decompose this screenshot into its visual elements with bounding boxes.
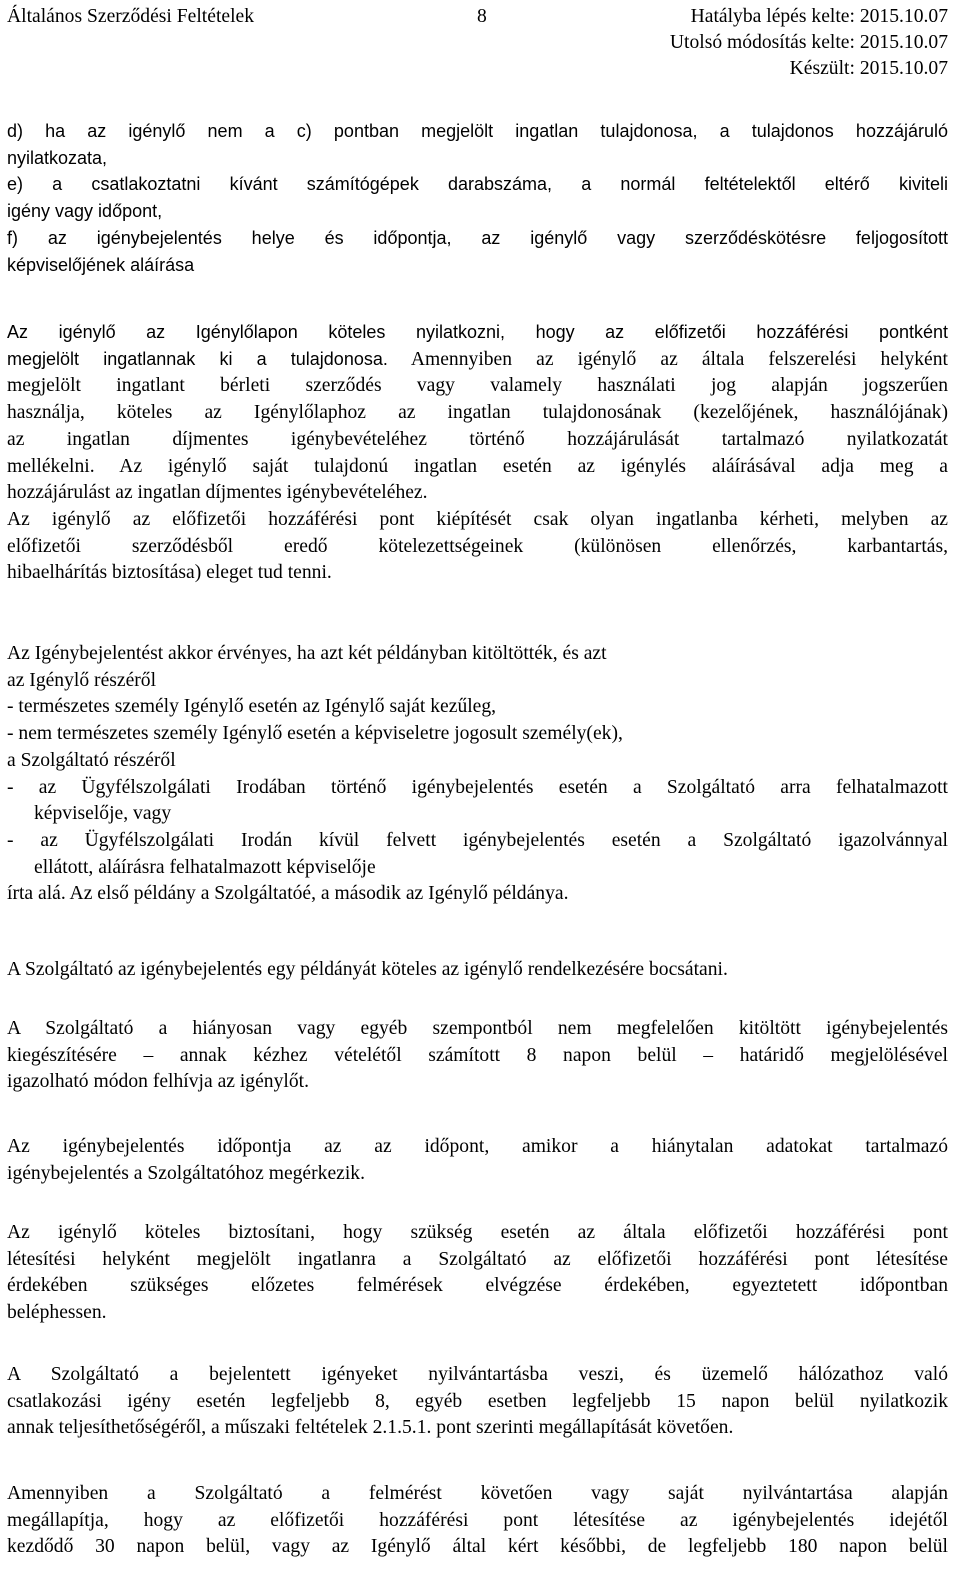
- paragraph-line: kezdődő 30 napon belül, vagy az Igénylő által kért későbbi, de legfeljebb 180 napon belül: [7, 1536, 948, 1558]
- list-item-f: f) az igénybejelentés helye és időpontja, az igénylő vagy szerződéskötésre feljogosított: [7, 227, 948, 248]
- list-item-e: e) a csatlakoztatni kívánt számítógépek darabszáma, a normál feltételektől eltérő kiviteli: [7, 174, 948, 195]
- paragraph-copy: [7, 957, 948, 984]
- paragraph-incomplete: [7, 1016, 948, 1096]
- paragraph-signatures: [7, 641, 948, 908]
- paragraph-line: [7, 346, 948, 374]
- paragraph-line: Az Igénybejelentést akkor érvényes, ha azt két példányban kitöltötték, és azt: [7, 643, 607, 664]
- list-item-e-cont: igény vagy időpont,: [7, 201, 163, 222]
- paragraph-line: az ingatlan díjmentes igénybevételéhez történő hozzájárulását tartalmazó nyilatkozatát: [7, 428, 948, 450]
- paragraph-line: előfizetői szerződésből eredő kötelezettségeinek (különösen ellenőrzés, karbantartás,: [7, 535, 948, 557]
- paragraph-line: - az Ügyfélszolgálati Irodán kívül felvett igénybejelentés esetén a Szolgáltató igazolvánnyal: [7, 829, 948, 851]
- paragraph-line: - az Ügyfélszolgálati Irodában történő igénybejelentés esetén a Szolgáltató arra felhatalmazott: [7, 776, 948, 798]
- paragraph-line: A Szolgáltató a hiányosan vagy egyéb szempontból nem megfelelően kitöltött igénybejelentés: [7, 1018, 948, 1039]
- paragraph-line: megállapítja, hogy az előfizetői hozzáférési pont létesítése az igénybejelentés idejétől: [7, 1509, 948, 1531]
- effective-date: Hatályba lépés kelte: 2015.10.07: [690, 6, 948, 27]
- paragraph-line: Amennyiben a Szolgáltató a felmérést követően vagy saját nyilvántartása alapján: [7, 1483, 948, 1504]
- paragraph-line: Az igénybejelentés időpontja az az időpont, amikor a hiánytalan adatokat tartalmazó: [7, 1136, 948, 1157]
- paragraph-line-start: megjelölt ingatlannak ki a tulajdonosa.: [7, 348, 388, 369]
- paragraph-survey: [7, 1481, 948, 1561]
- paragraph-line: igazolható módon felhívja az igénylőt.: [7, 1071, 309, 1093]
- paragraph-line: az Igénylő részéről: [7, 669, 157, 691]
- list-item-f-cont: képviselőjének aláírása: [7, 254, 195, 275]
- paragraph-line: beléphessen.: [7, 1302, 107, 1324]
- paragraph-line: kiegészítésére – annak kézhez vételétől számított 8 napon belül – határidő megjelölésével: [7, 1044, 948, 1066]
- requirement-list: [7, 118, 948, 278]
- list-item-d-cont: nyilatkozata,: [7, 147, 108, 168]
- paragraph-line: csatlakozási igény esetén legfeljebb 8, egyéb esetben legfeljebb 15 napon belül nyilatkozik: [7, 1390, 948, 1412]
- paragraph-line: érdekében szükséges előzetes felmérések elvégzése érdekében, egyeztetett időpontban: [7, 1275, 948, 1297]
- paragraph-registration: [7, 1362, 948, 1442]
- page-number: 8: [477, 6, 487, 27]
- paragraph-line: hozzájárulást az ingatlan díjmentes igénybevételéhez.: [7, 482, 428, 504]
- paragraph-line: létesítési helyként megjelölt ingatlanra a Szolgáltató az előfizetői hozzáférési pont létesítése: [7, 1248, 948, 1270]
- paragraph-line: írta alá. Az első példány a Szolgáltatóé, a második az Igénylő példánya.: [7, 883, 569, 905]
- paragraph-line: ellátott, aláírásra felhatalmazott képviselője: [34, 856, 376, 878]
- paragraph-access: [7, 1220, 948, 1327]
- paragraph-line: - nem természetes személy Igénylő esetén a képviseletre jogosult személy(ek),: [7, 723, 623, 745]
- page-header: [7, 4, 948, 82]
- paragraph-line: A Szolgáltató a bejelentett igényeket nyilvántartásba veszi, és üzemelő hálózathoz való: [7, 1364, 948, 1385]
- paragraph-line: a Szolgáltató részéről: [7, 749, 176, 771]
- created-date: Készült: 2015.10.07: [789, 58, 948, 79]
- paragraph-line: mellékelni. Az igénylő saját tulajdonú ingatlan esetén az igénylés aláírásával adja meg a: [7, 455, 948, 477]
- paragraph-line: - természetes személy Igénylő esetén az Igénylő saját kezűleg,: [7, 696, 497, 718]
- paragraph-line-end: Amennyiben az igénylő az általa felszerelési helyként: [410, 348, 948, 370]
- paragraph-line: A Szolgáltató az igénybejelentés egy példányát köteles az igénylő rendelkezésére bocsátani.: [7, 959, 728, 980]
- paragraph-line: Az igénylő köteles biztosítani, hogy szükség esetén az általa előfizetői hozzáférési pont: [7, 1222, 948, 1243]
- paragraph-line: képviselője, vagy: [34, 803, 172, 825]
- document-title: Általános Szerződési Feltételek: [7, 6, 255, 27]
- paragraph-line: annak teljesíthetőségéről, a műszaki feltételek 2.1.5.1. pont szerinti megállapítását követően.: [7, 1417, 734, 1439]
- paragraph-ownership: [7, 319, 948, 587]
- paragraph-line: Az igénylő az Igénylőlapon köteles nyilatkozni, hogy az előfizetői hozzáférési pontként: [7, 322, 948, 342]
- paragraph-line: hibaelhárítás biztosítása) eleget tud tenni.: [7, 562, 332, 584]
- paragraph-timing: [7, 1134, 948, 1187]
- list-item-d: d) ha az igénylő nem a c) pontban megjelölt ingatlan tulajdonosa, a tulajdonos hozzájáruló: [7, 121, 948, 141]
- paragraph-line: igénybejelentés a Szolgáltatóhoz megérkezik.: [7, 1162, 365, 1184]
- paragraph-line: megjelölt ingatlant bérleti szerződés vagy valamely használati jog alapján jogszerűen: [7, 375, 948, 397]
- modified-date: Utolsó módosítás kelte: 2015.10.07: [669, 32, 948, 53]
- paragraph-line: Az igénylő az előfizetői hozzáférési pont kiépítését csak olyan ingatlanba kérheti, melyben az: [7, 508, 948, 530]
- paragraph-line: használja, köteles az Igénylőlaphoz az ingatlan tulajdonosának (kezelőjének, használójának): [7, 402, 948, 424]
